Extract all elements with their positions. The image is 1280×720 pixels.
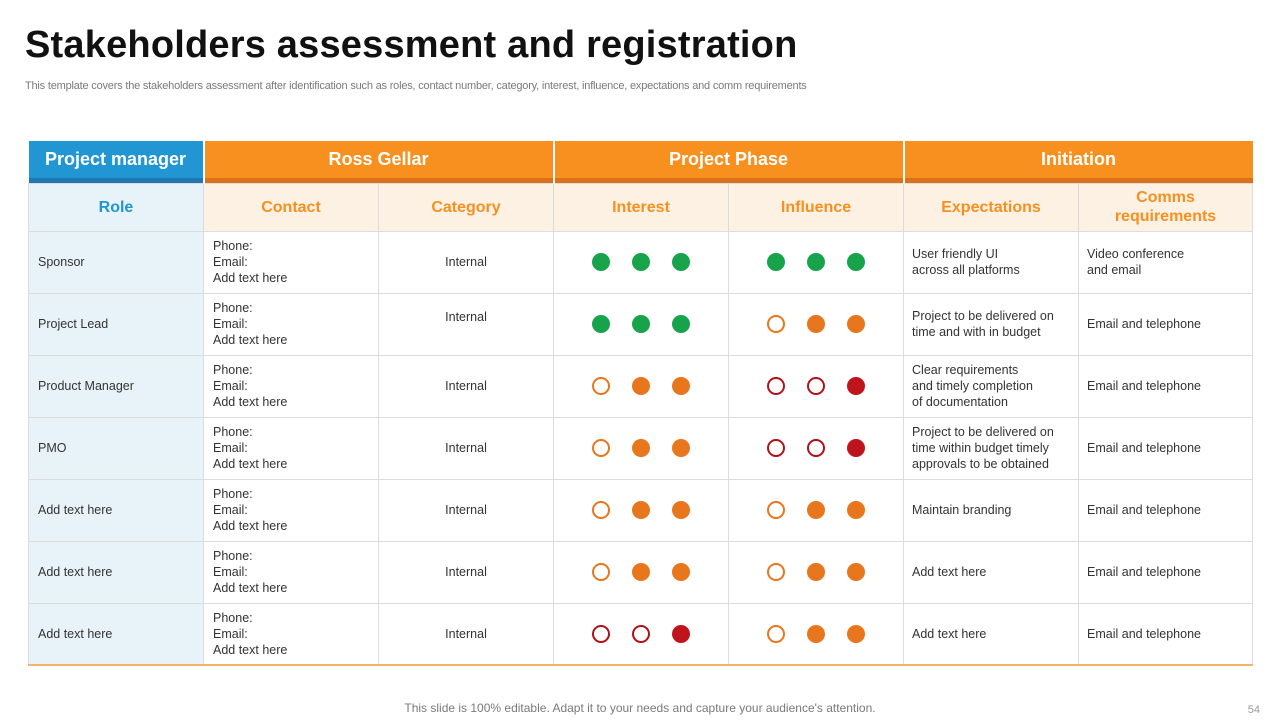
contact-email: Email: bbox=[213, 255, 248, 269]
comms-line: Email and telephone bbox=[1087, 317, 1201, 331]
contact-cell bbox=[204, 231, 379, 293]
influence-rating bbox=[729, 417, 904, 479]
interest-dot-green-filled bbox=[672, 253, 690, 271]
header-phase-value: Initiation bbox=[904, 141, 1253, 178]
column-header-row bbox=[29, 183, 1253, 231]
contact-extra: Add text here bbox=[213, 581, 288, 595]
contact-cell bbox=[204, 293, 379, 355]
interest-dot-orange-filled bbox=[632, 377, 650, 395]
comms-line: Email and telephone bbox=[1087, 565, 1201, 579]
category-cell: Internal bbox=[379, 231, 554, 293]
interest-dot-red-ring bbox=[632, 625, 650, 643]
contact-email: Email: bbox=[213, 626, 248, 641]
category-cell: Internal bbox=[379, 355, 554, 417]
contact-extra: Add text here bbox=[213, 519, 288, 533]
influence-dot-orange-ring bbox=[767, 315, 785, 333]
contact-email: Email: bbox=[213, 379, 248, 393]
contact-phone: Phone: bbox=[213, 301, 253, 315]
page-subtitle: This template covers the stakeholders assessment after identification such as roles, contact number, category, interest, influence, expectations and comm requirements bbox=[25, 80, 807, 92]
expectations-cell bbox=[904, 355, 1079, 417]
contact-phone: Phone: bbox=[213, 239, 253, 253]
interest-dot-green-filled bbox=[632, 315, 650, 333]
col-role: Role bbox=[29, 183, 204, 231]
contact-extra: Add text here bbox=[213, 333, 288, 347]
comms-cell bbox=[1079, 541, 1253, 603]
expectations-line: Project to be delivered on bbox=[912, 425, 1054, 439]
expectations-cell bbox=[904, 417, 1079, 479]
interest-dot-orange-filled bbox=[632, 501, 650, 519]
influence-dot-orange-filled bbox=[847, 315, 865, 333]
footer-note: This slide is 100% editable. Adapt it to your needs and capture your audience's attention. bbox=[404, 701, 876, 715]
expectations-line: Maintain branding bbox=[912, 503, 1012, 517]
expectations-cell bbox=[904, 293, 1079, 355]
contact-phone: Phone: bbox=[213, 363, 253, 377]
expectations-cell bbox=[904, 603, 1079, 665]
page-number: 54 bbox=[1247, 704, 1260, 716]
category-cell: Internal bbox=[379, 603, 554, 665]
interest-dot-orange-filled bbox=[632, 439, 650, 457]
influence-dot-orange-filled bbox=[807, 563, 825, 581]
comms-line: Email and telephone bbox=[1087, 441, 1201, 455]
influence-dot-orange-filled bbox=[807, 501, 825, 519]
comms-cell bbox=[1079, 417, 1253, 479]
expectations-line: approvals to be obtained bbox=[912, 457, 1049, 471]
header-manager-name: Ross Gellar bbox=[204, 141, 554, 178]
table-row bbox=[29, 417, 1253, 479]
col-expectations: Expectations bbox=[904, 183, 1079, 231]
influence-dot-red-ring bbox=[767, 439, 785, 457]
comms-line: Video conference bbox=[1087, 247, 1185, 261]
contact-phone: Phone: bbox=[213, 549, 253, 563]
col-category: Category bbox=[379, 183, 554, 231]
interest-dot-orange-filled bbox=[672, 439, 690, 457]
expectations-line: time and with in budget bbox=[912, 325, 1041, 339]
expectations-line: Clear requirements bbox=[912, 363, 1019, 377]
expectations-line: User friendly UI bbox=[912, 247, 999, 261]
comms-cell bbox=[1079, 479, 1253, 541]
header-project-manager: Project manager bbox=[29, 141, 204, 178]
interest-dot-green-filled bbox=[592, 253, 610, 271]
expectations-line: Project to be delivered on bbox=[912, 309, 1054, 323]
influence-dot-orange-filled bbox=[807, 625, 825, 643]
influence-dot-red-ring bbox=[767, 377, 785, 395]
comms-cell bbox=[1079, 293, 1253, 355]
interest-dot-red-ring bbox=[592, 625, 610, 643]
interest-rating bbox=[554, 355, 729, 417]
expectations-line: and timely completion bbox=[912, 379, 1033, 393]
interest-rating bbox=[554, 417, 729, 479]
table-row bbox=[29, 603, 1253, 665]
influence-dot-orange-filled bbox=[807, 315, 825, 333]
influence-dot-orange-filled bbox=[847, 501, 865, 519]
col-comms-line2: requirements bbox=[1114, 208, 1217, 225]
role-cell: PMO bbox=[29, 417, 204, 479]
influence-dot-green-filled bbox=[847, 253, 865, 271]
influence-rating bbox=[729, 355, 904, 417]
interest-dot-green-filled bbox=[672, 315, 690, 333]
contact-cell bbox=[204, 417, 379, 479]
col-influence: Influence bbox=[729, 183, 904, 231]
expectations-cell bbox=[904, 231, 1079, 293]
influence-rating bbox=[729, 603, 904, 665]
interest-dot-green-filled bbox=[592, 315, 610, 333]
interest-rating bbox=[554, 231, 729, 293]
interest-dot-orange-filled bbox=[632, 563, 650, 581]
influence-dot-red-ring bbox=[807, 439, 825, 457]
comms-line: Email and telephone bbox=[1087, 626, 1201, 641]
comms-line: Email and telephone bbox=[1087, 379, 1201, 393]
role-cell: Add text here bbox=[29, 479, 204, 541]
expectations-cell bbox=[904, 479, 1079, 541]
contact-email: Email: bbox=[213, 565, 248, 579]
interest-rating bbox=[554, 293, 729, 355]
interest-dot-orange-ring bbox=[592, 501, 610, 519]
expectations-line: Add text here bbox=[912, 565, 987, 579]
influence-dot-orange-ring bbox=[767, 625, 785, 643]
contact-phone: Phone: bbox=[213, 487, 253, 501]
table-row bbox=[29, 479, 1253, 541]
expectations-line: of documentation bbox=[912, 395, 1008, 409]
category-cell: Internal bbox=[379, 417, 554, 479]
contact-email: Email: bbox=[213, 317, 248, 331]
expectations-line: time within budget timely bbox=[912, 441, 1049, 455]
table-row bbox=[29, 231, 1253, 293]
influence-dot-orange-ring bbox=[767, 501, 785, 519]
influence-rating bbox=[729, 231, 904, 293]
category-cell: Internal bbox=[379, 479, 554, 541]
interest-dot-orange-filled bbox=[672, 563, 690, 581]
interest-dot-orange-ring bbox=[592, 377, 610, 395]
page-title: Stakeholders assessment and registration bbox=[25, 24, 798, 66]
expectations-line: across all platforms bbox=[912, 263, 1020, 277]
stakeholder-table bbox=[28, 141, 1253, 666]
contact-cell bbox=[204, 479, 379, 541]
influence-dot-green-filled bbox=[767, 253, 785, 271]
table-row bbox=[29, 293, 1253, 355]
contact-cell bbox=[204, 355, 379, 417]
interest-dot-orange-filled bbox=[672, 377, 690, 395]
table-body bbox=[29, 231, 1253, 665]
comms-cell bbox=[1079, 355, 1253, 417]
interest-rating bbox=[554, 603, 729, 665]
interest-dot-red-filled bbox=[672, 625, 690, 643]
interest-rating bbox=[554, 479, 729, 541]
influence-dot-red-filled bbox=[847, 439, 865, 457]
influence-rating bbox=[729, 541, 904, 603]
contact-phone: Phone: bbox=[213, 610, 253, 625]
influence-dot-green-filled bbox=[807, 253, 825, 271]
comms-cell bbox=[1079, 231, 1253, 293]
role-cell: Project Lead bbox=[29, 293, 204, 355]
contact-extra: Add text here bbox=[213, 395, 288, 409]
contact-email: Email: bbox=[213, 503, 248, 517]
category-cell: Internal bbox=[379, 293, 554, 355]
contact-email: Email: bbox=[213, 441, 248, 455]
comms-line: Email and telephone bbox=[1087, 503, 1201, 517]
influence-rating bbox=[729, 293, 904, 355]
table-row bbox=[29, 355, 1253, 417]
table-row bbox=[29, 541, 1253, 603]
header-row bbox=[29, 141, 1253, 178]
role-cell: Sponsor bbox=[29, 231, 204, 293]
interest-dot-green-filled bbox=[632, 253, 650, 271]
role-cell: Add text here bbox=[29, 541, 204, 603]
comms-cell bbox=[1079, 603, 1253, 665]
contact-extra: Add text here bbox=[213, 457, 288, 471]
col-comms-line1: Comms bbox=[1136, 189, 1195, 206]
interest-rating bbox=[554, 541, 729, 603]
header-project-phase: Project Phase bbox=[554, 141, 904, 178]
role-cell: Product Manager bbox=[29, 355, 204, 417]
expectations-line: Add text here bbox=[912, 626, 987, 641]
influence-dot-orange-filled bbox=[847, 563, 865, 581]
col-interest: Interest bbox=[554, 183, 729, 231]
interest-dot-orange-ring bbox=[592, 563, 610, 581]
col-comms bbox=[1079, 183, 1253, 231]
contact-cell bbox=[204, 603, 379, 665]
expectations-cell bbox=[904, 541, 1079, 603]
role-cell: Add text here bbox=[29, 603, 204, 665]
influence-dot-red-ring bbox=[807, 377, 825, 395]
influence-dot-orange-ring bbox=[767, 563, 785, 581]
contact-extra: Add text here bbox=[213, 642, 288, 657]
contact-extra: Add text here bbox=[213, 271, 288, 285]
category-cell: Internal bbox=[379, 541, 554, 603]
interest-dot-orange-filled bbox=[672, 501, 690, 519]
contact-cell bbox=[204, 541, 379, 603]
interest-dot-orange-ring bbox=[592, 439, 610, 457]
contact-phone: Phone: bbox=[213, 425, 253, 439]
influence-dot-orange-filled bbox=[847, 625, 865, 643]
col-contact: Contact bbox=[204, 183, 379, 231]
comms-line: and email bbox=[1087, 263, 1142, 277]
influence-dot-red-filled bbox=[847, 377, 865, 395]
influence-rating bbox=[729, 479, 904, 541]
